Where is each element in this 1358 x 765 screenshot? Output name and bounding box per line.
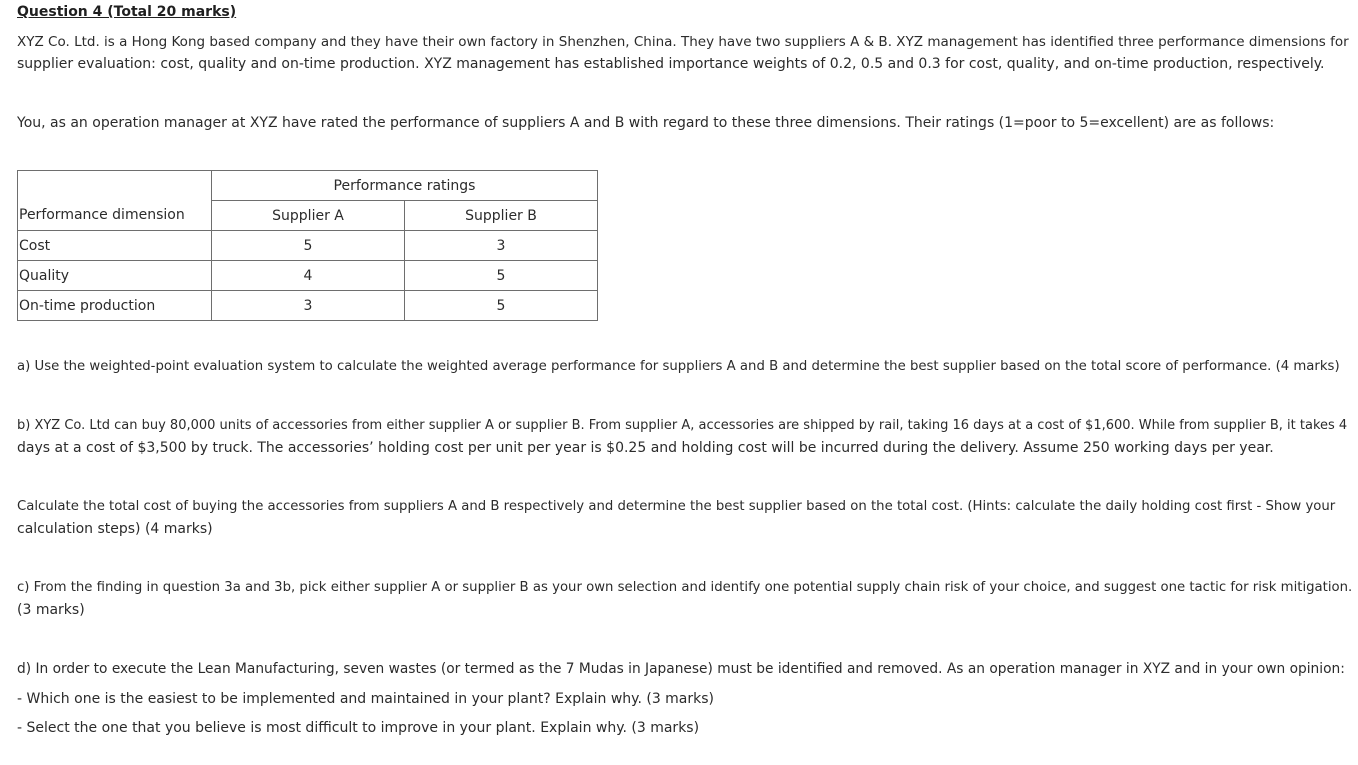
table-subheader-row — [18, 201, 598, 231]
part-b-calc-line-1: Calculate the total cost of buying the accessories from suppliers A and B respectively and determine the best supplier based on the total cost. (Hints: calculate the daily holding cost first - Show your — [17, 499, 1336, 514]
supplier-a-cell: 5 — [212, 231, 405, 261]
table-corner-cell — [18, 171, 212, 201]
question-title: Question 4 (Total 20 marks) — [17, 4, 237, 20]
dimension-cell: Quality — [18, 261, 212, 291]
dimension-cell: Cost — [18, 231, 212, 261]
table-header-row — [18, 171, 598, 201]
dimension-header-cell: Performance dimension — [18, 201, 212, 231]
performance-ratings-table — [17, 170, 598, 321]
part-b-calc-paragraph — [17, 496, 1335, 540]
table-row — [18, 231, 598, 261]
table-row — [18, 261, 598, 291]
part-d-text: d) In order to execute the Lean Manufacturing, seven wastes (or termed as the 7 Mudas in Japanese) must be identified and removed. As an operation manager in XYZ and in your own opinion: — [17, 661, 1345, 677]
intro-paragraph — [17, 31, 1349, 75]
part-c-line-2: (3 marks) — [17, 602, 85, 618]
supplier-a-header-cell: Supplier A — [212, 201, 405, 231]
supplier-b-header-cell: Supplier B — [405, 201, 598, 231]
intro-line-1: XYZ Co. Ltd. is a Hong Kong based company and they have their own factory in Shenzhen, China. They have two suppliers A & B. XYZ management has identified three performance dimensions for — [17, 34, 1349, 50]
group-header-cell: Performance ratings — [212, 171, 598, 201]
intro-line-2: supplier evaluation: cost, quality and on-time production. XYZ management has established importance weights of 0.2, 0.5 and 0.3 for cost, quality, and on-time production, respectively. — [17, 56, 1325, 72]
supplier-a-cell: 3 — [212, 291, 405, 321]
dimension-cell: On-time production — [18, 291, 212, 321]
supplier-b-cell: 3 — [405, 231, 598, 261]
part-b-calc-line-2: calculation steps) (4 marks) — [17, 521, 213, 537]
part-b-paragraph — [17, 415, 1347, 459]
part-a-text: a) Use the weighted-point evaluation system to calculate the weighted average performance for suppliers A and B and determine the best supplier based on the total score of performance. (4 marks) — [17, 359, 1340, 374]
table-row — [18, 291, 598, 321]
part-d-bullet-2: - Select the one that you believe is most difficult to improve in your plant. Explain why. (3 marks) — [17, 720, 700, 736]
part-b-line-2: days at a cost of $3,500 by truck. The accessories’ holding cost per unit per year is $0.25 and holding cost will be incurred during the delivery. Assume 250 working days per year. — [17, 440, 1274, 456]
supplier-b-cell: 5 — [405, 261, 598, 291]
supplier-a-cell: 4 — [212, 261, 405, 291]
rating-intro: You, as an operation manager at XYZ have rated the performance of suppliers A and B with regard to these three dimensions. Their ratings (1=poor to 5=excellent) are as follows: — [17, 115, 1275, 131]
supplier-b-cell: 5 — [405, 291, 598, 321]
part-d-bullet-1: - Which one is the easiest to be implemented and maintained in your plant? Explain why. (3 marks) — [17, 691, 715, 707]
part-c-paragraph — [17, 577, 1352, 621]
part-c-line-1: c) From the finding in question 3a and 3b, pick either supplier A or supplier B as your own selection and identify one potential supply chain risk of your choice, and suggest one tactic for risk mitigation. — [17, 580, 1353, 595]
part-b-line-1: b) XYZ Co. Ltd can buy 80,000 units of accessories from either supplier A or supplier B. From supplier A, accessories are shipped by rail, taking 16 days at a cost of $1,600. While from supplier B, it takes 4 — [17, 418, 1348, 433]
